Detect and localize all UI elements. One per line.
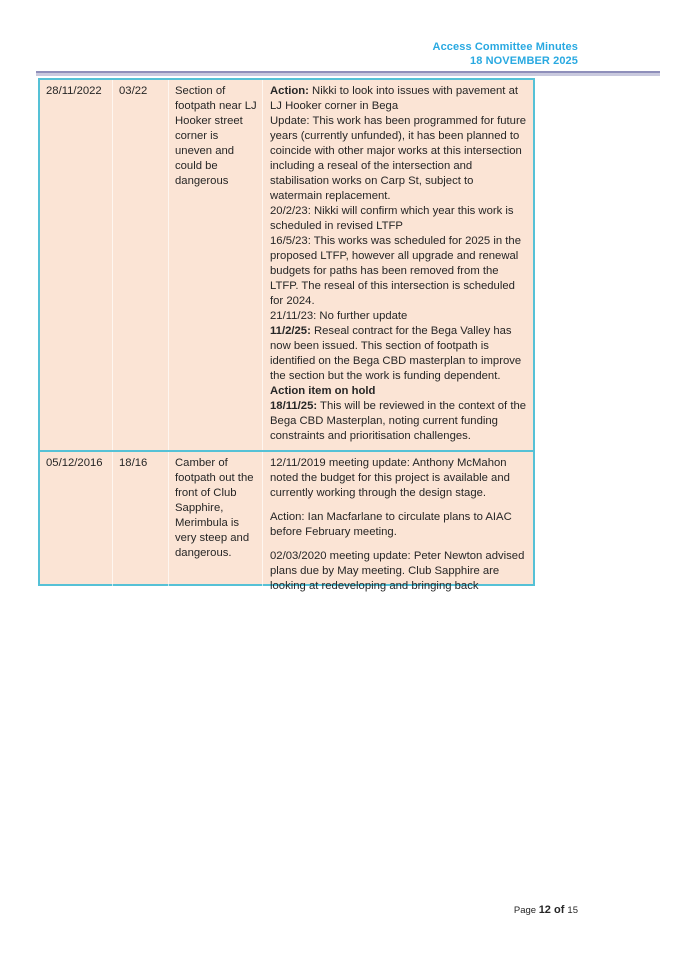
action-paragraph xyxy=(270,456,527,501)
row-date-cell: 28/11/2022 xyxy=(40,80,113,450)
action-text-bold: Action: xyxy=(270,85,309,97)
row-ref-cell: 18/16 xyxy=(113,452,169,600)
row-date-cell: 05/12/2016 xyxy=(40,452,113,600)
action-paragraph xyxy=(270,549,527,594)
action-text: Reseal contract for the Bega Valley has now been issued. This section of footpath is identified on the Bega CBD masterplan to improve the section but the work is funding dependent. xyxy=(270,325,522,382)
action-paragraph xyxy=(270,324,527,384)
table-row xyxy=(40,452,533,592)
action-text-bold: Action item on hold xyxy=(270,385,376,397)
action-paragraph xyxy=(270,384,527,399)
action-paragraph xyxy=(270,234,527,294)
action-paragraph xyxy=(270,510,527,540)
row-description-cell: Section of footpath near LJ Hooker street corner is uneven and could be dangerous xyxy=(169,80,263,450)
page-number-prefix: Page xyxy=(513,905,539,916)
action-paragraph xyxy=(270,114,527,204)
page-number-current: 12 of xyxy=(538,904,568,916)
page-footer xyxy=(514,904,578,916)
action-text: 20/2/23: Nikki will confirm which year this work is scheduled in revised LTFP xyxy=(270,205,514,232)
action-text-bold: 18/11/25: xyxy=(270,400,318,412)
action-paragraph xyxy=(270,309,527,324)
action-text: 16/5/23: This works was scheduled for 2025 in the proposed LTFP, however all upgrade and renewal budgets for paths has been removed from the LTFP. The reseal of this intersection is scheduled xyxy=(270,235,521,292)
row-action-cell xyxy=(263,452,533,600)
header-date: 18 NOVEMBER 2025 xyxy=(470,55,578,67)
action-text: 02/03/2020 meeting update: Peter Newton advised plans due by May meeting. Club Sapphire are looking at redeveloping and bringing back xyxy=(270,550,525,592)
action-text-bold: 11/2/25: xyxy=(270,325,311,337)
table-row xyxy=(40,80,533,452)
page-number-total: 15 xyxy=(567,905,578,916)
action-text: 12/11/2019 meeting update: Anthony McMahon noted the budget for this project is available and currently working through the design stage. xyxy=(270,457,510,499)
action-paragraph xyxy=(270,204,527,234)
page-header xyxy=(433,40,578,68)
row-description-cell: Camber of footpath out the front of Club Sapphire, Merimbula is very steep and dangerous. xyxy=(169,452,263,600)
row-ref-cell: 03/22 xyxy=(113,80,169,450)
action-text: Action: Ian Macfarlane to circulate plans to AIAC before February meeting. xyxy=(270,511,512,538)
minutes-table xyxy=(38,78,535,592)
header-title: Access Committee Minutes xyxy=(432,41,578,53)
action-text: 21/11/23: No further update xyxy=(270,310,408,322)
action-paragraph xyxy=(270,294,527,309)
action-paragraph xyxy=(270,84,527,114)
header-rule-divider xyxy=(36,71,660,76)
action-paragraph xyxy=(270,399,527,444)
action-text: Update: This work has been programmed for future years (currently unfunded), it has been planned to coincide with other major works at this intersection including a reseal of the intersection and stabilisation works on Carp St, subject to watermain replacement. xyxy=(270,115,526,202)
action-text: Nikki to look into issues with pavement at LJ Hooker corner in Bega xyxy=(270,85,518,112)
action-text: This will be reviewed in the context of the Bega CBD Masterplan, noting current funding constraints and prioritisation challenges. xyxy=(270,400,527,442)
action-text: for 2024. xyxy=(270,295,315,307)
row-action-cell xyxy=(263,80,533,450)
